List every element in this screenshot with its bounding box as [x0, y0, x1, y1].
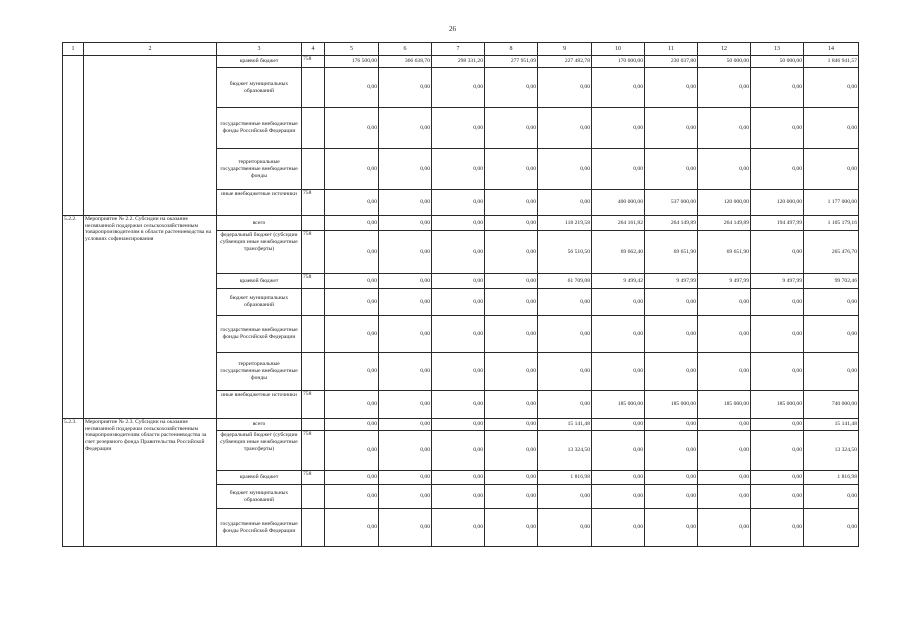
- amount-cell: 0,00: [325, 149, 379, 190]
- amount-cell: 1 177 000,00: [804, 190, 859, 216]
- amount-cell: 0,00: [485, 471, 538, 485]
- amount-cell: 0,00: [592, 316, 645, 353]
- amount-cell: 0,00: [645, 108, 698, 149]
- amount-cell: 0,00: [325, 509, 379, 547]
- amount-cell: 13 324,50: [538, 431, 592, 471]
- amount-cell: 740 000,00: [804, 391, 859, 419]
- amount-cell: 298 331,20: [432, 56, 485, 68]
- amount-cell: 194 497,99: [751, 216, 804, 231]
- header-cell: 7: [432, 43, 485, 56]
- amount-cell: 0,00: [432, 391, 485, 419]
- amount-cell: 400 000,00: [592, 190, 645, 216]
- amount-cell: 0,00: [538, 190, 592, 216]
- amount-cell: 0,00: [751, 419, 804, 431]
- amount-cell: 0,00: [325, 419, 379, 431]
- funding-source: иные внебюджетные источники: [217, 190, 302, 216]
- header-cell: 3: [217, 43, 302, 56]
- amount-cell: 0,00: [485, 353, 538, 391]
- amount-cell: 69 651,90: [645, 231, 698, 274]
- amount-cell: 0,00: [485, 216, 538, 231]
- amount-cell: 0,00: [751, 431, 804, 471]
- amount-cell: 0,00: [645, 431, 698, 471]
- amount-cell: 69 651,90: [698, 231, 751, 274]
- funding-source: краевой бюджет: [217, 471, 302, 485]
- amount-cell: 0,00: [645, 149, 698, 190]
- funding-source: бюджет муниципальных образований: [217, 485, 302, 509]
- page-number: 26: [449, 25, 456, 33]
- funding-source: иные внебюджетные источники: [217, 391, 302, 419]
- amount-cell: 0,00: [592, 485, 645, 509]
- funding-source: бюджет муниципальных образований: [217, 289, 302, 316]
- amount-cell: 0,00: [698, 108, 751, 149]
- amount-cell: 0,00: [804, 108, 859, 149]
- table-row: [63, 56, 859, 68]
- amount-cell: 0,00: [751, 353, 804, 391]
- amount-cell: 0,00: [538, 316, 592, 353]
- measure-name: Мероприятие № 2.2. Субсидии на оказание несвязанной поддержки сельскохозяйственным товаропроизводителям в области растениеводства на условиях софинансирования: [84, 216, 217, 419]
- amount-cell: 264 149,89: [698, 216, 751, 231]
- amount-cell: 9 497,99: [645, 274, 698, 289]
- header-cell: 14: [804, 43, 859, 56]
- amount-cell: 0,00: [698, 353, 751, 391]
- amount-cell: 50 000,00: [698, 56, 751, 68]
- amount-cell: 0,00: [698, 289, 751, 316]
- amount-cell: 0,00: [751, 485, 804, 509]
- table-body: [63, 56, 859, 547]
- amount-cell: 0,00: [432, 108, 485, 149]
- amount-cell: 0,00: [379, 353, 432, 391]
- amount-cell: 0,00: [592, 509, 645, 547]
- header-cell: 10: [592, 43, 645, 56]
- amount-cell: 0,00: [751, 471, 804, 485]
- amount-cell: 0,00: [432, 231, 485, 274]
- amount-cell: 0,00: [485, 231, 538, 274]
- amount-cell: 0,00: [325, 316, 379, 353]
- funding-source: бюджет муниципальных образований: [217, 68, 302, 108]
- amount-cell: 0,00: [592, 149, 645, 190]
- amount-cell: 0,00: [485, 68, 538, 108]
- amount-cell: 0,00: [432, 431, 485, 471]
- amount-cell: 0,00: [432, 149, 485, 190]
- amount-cell: 61 709,08: [538, 274, 592, 289]
- amount-cell: 185 000,00: [698, 391, 751, 419]
- amount-cell: 0,00: [325, 274, 379, 289]
- amount-cell: 0,00: [645, 353, 698, 391]
- amount-cell: 0,00: [592, 471, 645, 485]
- measure-name: Мероприятие № 2.3. Субсидии на оказание несвязанной поддержки сельскохозяйственным товаропроизводителям области растениеводства за счет резервного фонда Правительства Российской Федерации: [84, 419, 217, 547]
- amount-cell: 0,00: [325, 431, 379, 471]
- budget-code: [302, 149, 325, 190]
- amount-cell: 265 476,70: [804, 231, 859, 274]
- amount-cell: 9 497,99: [698, 274, 751, 289]
- amount-cell: 0,00: [432, 353, 485, 391]
- funding-source: государственные внебюджетные фонды Российской Федерации: [217, 509, 302, 547]
- budget-code: [302, 353, 325, 391]
- amount-cell: 0,00: [538, 391, 592, 419]
- amount-cell: 0,00: [379, 149, 432, 190]
- amount-cell: 0,00: [379, 190, 432, 216]
- amount-cell: 9 499,42: [592, 274, 645, 289]
- amount-cell: 1 816,98: [538, 471, 592, 485]
- amount-cell: 0,00: [325, 231, 379, 274]
- amount-cell: 0,00: [432, 216, 485, 231]
- amount-cell: 0,00: [325, 190, 379, 216]
- amount-cell: 15 141,48: [538, 419, 592, 431]
- header-cell: 2: [84, 43, 217, 56]
- amount-cell: 0,00: [485, 391, 538, 419]
- funding-source: федеральный бюджет (субсидии субвенции иные межбюджетные трансферты): [217, 431, 302, 471]
- amount-cell: 0,00: [325, 216, 379, 231]
- amount-cell: 0,00: [592, 419, 645, 431]
- header-cell: 5: [325, 43, 379, 56]
- amount-cell: 0,00: [645, 485, 698, 509]
- amount-cell: 0,00: [379, 509, 432, 547]
- amount-cell: 69 662,40: [592, 231, 645, 274]
- table-row: [63, 216, 859, 231]
- header-cell: 11: [645, 43, 698, 56]
- budget-code: 758: [302, 231, 325, 274]
- amount-cell: 0,00: [592, 431, 645, 471]
- amount-cell: 15 141,48: [804, 419, 859, 431]
- funding-source: всего: [217, 419, 302, 431]
- amount-cell: 0,00: [698, 509, 751, 547]
- amount-cell: 0,00: [325, 68, 379, 108]
- amount-cell: 0,00: [538, 509, 592, 547]
- amount-cell: 0,00: [485, 108, 538, 149]
- budget-code: 758: [302, 391, 325, 419]
- amount-cell: 0,00: [432, 289, 485, 316]
- amount-cell: 0,00: [379, 471, 432, 485]
- amount-cell: 0,00: [325, 353, 379, 391]
- budget-code: [302, 216, 325, 231]
- amount-cell: 0,00: [592, 68, 645, 108]
- amount-cell: 0,00: [645, 316, 698, 353]
- amount-cell: 0,00: [645, 471, 698, 485]
- amount-cell: 13 324,50: [804, 431, 859, 471]
- amount-cell: 0,00: [804, 289, 859, 316]
- amount-cell: 0,00: [379, 431, 432, 471]
- budget-code: [302, 289, 325, 316]
- amount-cell: 0,00: [538, 68, 592, 108]
- amount-cell: 185 000,00: [645, 391, 698, 419]
- budget-code: 758: [302, 190, 325, 216]
- budget-code: 758: [302, 56, 325, 68]
- funding-source: всего: [217, 216, 302, 231]
- amount-cell: 0,00: [698, 149, 751, 190]
- budget-code: 758: [302, 431, 325, 471]
- amount-cell: 99 702,46: [804, 274, 859, 289]
- table-row: [63, 419, 859, 431]
- table-header: [63, 43, 859, 56]
- funding-source: краевой бюджет: [217, 274, 302, 289]
- amount-cell: 277 951,09: [485, 56, 538, 68]
- amount-cell: 0,00: [804, 353, 859, 391]
- amount-cell: 0,00: [379, 316, 432, 353]
- amount-cell: 0,00: [485, 149, 538, 190]
- budget-code: 758: [302, 274, 325, 289]
- amount-cell: 0,00: [379, 231, 432, 274]
- amount-cell: 0,00: [538, 289, 592, 316]
- amount-cell: 0,00: [379, 108, 432, 149]
- amount-cell: 0,00: [379, 274, 432, 289]
- amount-cell: 0,00: [645, 289, 698, 316]
- amount-cell: 0,00: [485, 485, 538, 509]
- header-row: [63, 43, 859, 56]
- amount-cell: 170 000,00: [592, 56, 645, 68]
- amount-cell: 0,00: [538, 353, 592, 391]
- amount-cell: 0,00: [592, 289, 645, 316]
- amount-cell: 0,00: [485, 316, 538, 353]
- amount-cell: 0,00: [645, 419, 698, 431]
- amount-cell: 366 638,70: [379, 56, 432, 68]
- amount-cell: 0,00: [485, 289, 538, 316]
- budget-code: [302, 108, 325, 149]
- measure-code: 5.2.2.: [63, 216, 84, 419]
- amount-cell: 0,00: [804, 149, 859, 190]
- amount-cell: 0,00: [804, 485, 859, 509]
- amount-cell: 0,00: [592, 108, 645, 149]
- amount-cell: 537 000,00: [645, 190, 698, 216]
- amount-cell: 1 816,98: [804, 471, 859, 485]
- amount-cell: 0,00: [325, 485, 379, 509]
- amount-cell: 0,00: [804, 509, 859, 547]
- amount-cell: 0,00: [485, 509, 538, 547]
- amount-cell: 264 149,89: [645, 216, 698, 231]
- amount-cell: 0,00: [325, 391, 379, 419]
- amount-cell: 0,00: [698, 68, 751, 108]
- amount-cell: 0,00: [645, 68, 698, 108]
- budget-code: 758: [302, 471, 325, 485]
- amount-cell: 0,00: [485, 190, 538, 216]
- amount-cell: 0,00: [432, 509, 485, 547]
- amount-cell: 0,00: [379, 485, 432, 509]
- amount-cell: 176 500,00: [325, 56, 379, 68]
- amount-cell: 185 000,00: [592, 391, 645, 419]
- amount-cell: 0,00: [379, 68, 432, 108]
- amount-cell: 264 161,82: [592, 216, 645, 231]
- funding-source: территориальные государственные внебюджетные фонды: [217, 149, 302, 190]
- amount-cell: 120 000,00: [698, 190, 751, 216]
- funding-source: федеральный бюджет (субсидии субвенции иные межбюджетные трансферты): [217, 231, 302, 274]
- amount-cell: 0,00: [432, 316, 485, 353]
- amount-cell: 1 846 941,57: [804, 56, 859, 68]
- header-cell: 12: [698, 43, 751, 56]
- amount-cell: 0,00: [538, 108, 592, 149]
- amount-cell: 0,00: [751, 108, 804, 149]
- header-cell: 6: [379, 43, 432, 56]
- funding-source: краевой бюджет: [217, 56, 302, 68]
- header-cell: 1: [63, 43, 84, 56]
- budget-code: [302, 509, 325, 547]
- funding-source: территориальные государственные внебюджетные фонды: [217, 353, 302, 391]
- amount-cell: 0,00: [698, 419, 751, 431]
- amount-cell: 0,00: [751, 231, 804, 274]
- amount-cell: 0,00: [485, 419, 538, 431]
- budget-code: [302, 419, 325, 431]
- amount-cell: 0,00: [325, 289, 379, 316]
- amount-cell: 9 497,99: [751, 274, 804, 289]
- amount-cell: 0,00: [325, 471, 379, 485]
- measure-code: [63, 56, 84, 216]
- amount-cell: 120 000,00: [751, 190, 804, 216]
- amount-cell: 0,00: [751, 316, 804, 353]
- header-cell: 8: [485, 43, 538, 56]
- funding-table: [62, 42, 859, 547]
- amount-cell: 0,00: [432, 419, 485, 431]
- amount-cell: 0,00: [698, 316, 751, 353]
- amount-cell: 0,00: [432, 471, 485, 485]
- amount-cell: 0,00: [379, 419, 432, 431]
- amount-cell: 50 000,00: [751, 56, 804, 68]
- budget-code: [302, 316, 325, 353]
- amount-cell: 0,00: [698, 431, 751, 471]
- amount-cell: 0,00: [804, 68, 859, 108]
- amount-cell: 0,00: [698, 485, 751, 509]
- amount-cell: 0,00: [432, 274, 485, 289]
- amount-cell: 0,00: [751, 149, 804, 190]
- amount-cell: 56 510,50: [538, 231, 592, 274]
- amount-cell: 0,00: [325, 108, 379, 149]
- amount-cell: 0,00: [432, 68, 485, 108]
- budget-code: [302, 68, 325, 108]
- amount-cell: 0,00: [538, 149, 592, 190]
- amount-cell: 0,00: [751, 289, 804, 316]
- measure-name: [84, 56, 217, 216]
- amount-cell: 0,00: [751, 68, 804, 108]
- measure-code: 5.2.3.: [63, 419, 84, 547]
- amount-cell: 0,00: [804, 316, 859, 353]
- header-cell: 13: [751, 43, 804, 56]
- amount-cell: 0,00: [379, 391, 432, 419]
- amount-cell: 185 000,00: [751, 391, 804, 419]
- amount-cell: 1 105 179,16: [804, 216, 859, 231]
- amount-cell: 0,00: [485, 274, 538, 289]
- budget-code: [302, 485, 325, 509]
- header-cell: 4: [302, 43, 325, 56]
- amount-cell: 0,00: [379, 289, 432, 316]
- amount-cell: 118 219,58: [538, 216, 592, 231]
- amount-cell: 0,00: [592, 353, 645, 391]
- amount-cell: 227 482,78: [538, 56, 592, 68]
- amount-cell: 0,00: [698, 471, 751, 485]
- amount-cell: 0,00: [538, 485, 592, 509]
- funding-source: государственные внебюджетные фонды Российской Федерации: [217, 108, 302, 149]
- amount-cell: 0,00: [432, 485, 485, 509]
- header-cell: 9: [538, 43, 592, 56]
- amount-cell: 0,00: [379, 216, 432, 231]
- amount-cell: 0,00: [432, 190, 485, 216]
- funding-source: государственные внебюджетные фонды Российской Федерации: [217, 316, 302, 353]
- amount-cell: 0,00: [485, 431, 538, 471]
- amount-cell: 0,00: [645, 509, 698, 547]
- amount-cell: 0,00: [751, 509, 804, 547]
- amount-cell: 230 037,80: [645, 56, 698, 68]
